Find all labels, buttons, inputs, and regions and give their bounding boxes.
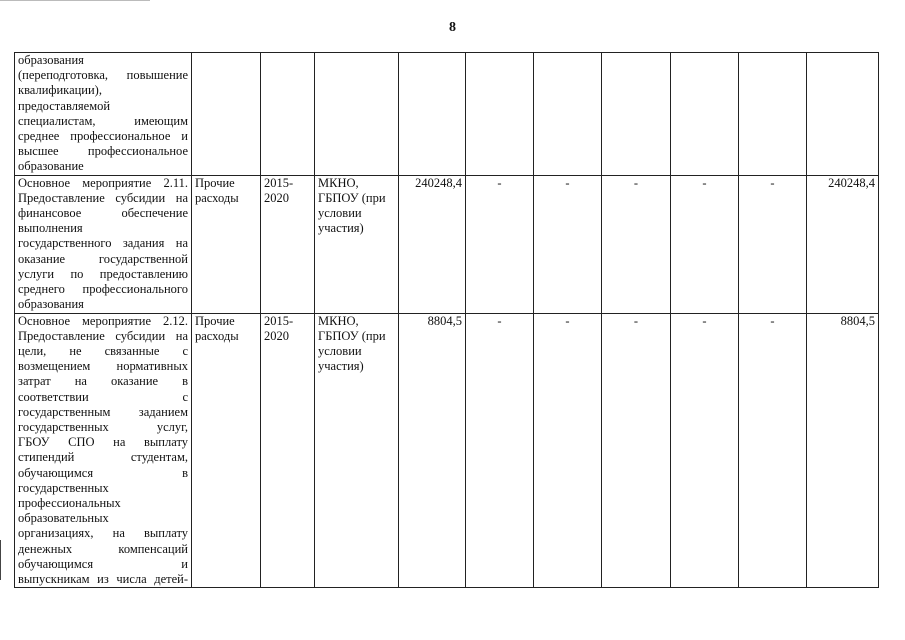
- executor-line: ГБПОУ (при: [318, 190, 386, 205]
- period-cell: [261, 53, 315, 176]
- description-line: (переподготовка, повышение: [18, 68, 188, 83]
- executor-line: условии: [318, 344, 362, 359]
- description-line: профессиональных: [18, 496, 121, 511]
- executor-line: участия): [318, 359, 364, 374]
- period-cell: [261, 313, 315, 588]
- scan-artifact: [0, 540, 1, 580]
- description-line: выполнения: [18, 221, 83, 236]
- description-line: государственного задания на: [18, 236, 188, 251]
- year-value-cell: -: [602, 313, 671, 588]
- description-line: предоставляемой: [18, 98, 111, 113]
- description-line: Основное мероприятие 2.12.: [18, 313, 188, 328]
- description-line: оказание государственной: [18, 251, 188, 266]
- executor-line: МКНО,: [318, 175, 359, 190]
- description-line: среднее профессиональное и: [18, 129, 188, 144]
- year-value-cell: -: [534, 313, 602, 588]
- executor-line: МКНО,: [318, 313, 359, 328]
- year-value-cell: -: [602, 175, 671, 313]
- description-line: денежных компенсаций: [18, 541, 188, 556]
- description-line: среднего профессионального: [18, 282, 188, 297]
- description-line: финансовое обеспечение: [18, 206, 188, 221]
- description-line: выпускникам из числа детей-: [18, 572, 188, 587]
- expense-type-line: Прочие: [195, 175, 235, 190]
- year-value-cell: [534, 53, 602, 176]
- table-row: [15, 313, 879, 588]
- description-line: цели, не связанные с: [18, 344, 188, 359]
- year-value-cell: [602, 53, 671, 176]
- table-row: [15, 53, 879, 176]
- period-cell: [261, 175, 315, 313]
- year-value-cell: -: [739, 175, 807, 313]
- sum-cell: [807, 53, 879, 176]
- description-line: государственных: [18, 480, 109, 495]
- year-value-cell: [739, 53, 807, 176]
- measure-description-cell: [15, 175, 192, 313]
- total-cell: [399, 53, 466, 176]
- description-line: возмещением нормативных: [18, 359, 188, 374]
- description-line: услуги по предоставлению: [18, 266, 188, 281]
- description-line: образования: [18, 297, 84, 312]
- executor-cell: [315, 175, 399, 313]
- description-line: государственным заданием: [18, 404, 188, 419]
- total-cell: 8804,5: [399, 313, 466, 588]
- year-value-cell: -: [739, 313, 807, 588]
- period-line: 2020: [264, 328, 289, 343]
- year-value-cell: -: [671, 175, 739, 313]
- expense-type-cell: [192, 53, 261, 176]
- executor-line: условии: [318, 206, 362, 221]
- year-value-cell: -: [466, 175, 534, 313]
- measure-description-cell: [15, 53, 192, 176]
- expense-type-line: расходы: [195, 328, 239, 343]
- scan-artifact: [0, 0, 150, 1]
- description-line: государственных услуг,: [18, 420, 188, 435]
- description-line: Основное мероприятие 2.11.: [18, 175, 188, 190]
- budget-table: [14, 52, 879, 588]
- executor-line: участия): [318, 221, 364, 236]
- description-line: соответствии с: [18, 389, 188, 404]
- description-line: квалификации),: [18, 83, 102, 98]
- description-line: высшее профессиональное: [18, 144, 188, 159]
- description-line: специалистам, имеющим: [18, 113, 188, 128]
- table-row: [15, 175, 879, 313]
- measure-description-cell: [15, 313, 192, 588]
- year-value-cell: [671, 53, 739, 176]
- executor-cell: [315, 313, 399, 588]
- page-number: 8: [449, 20, 456, 35]
- sum-cell: 8804,5: [807, 313, 879, 588]
- executor-line: ГБПОУ (при: [318, 328, 386, 343]
- description-line: Предоставление субсидии на: [18, 190, 188, 205]
- total-cell: 240248,4: [399, 175, 466, 313]
- year-value-cell: -: [534, 175, 602, 313]
- description-line: организациях, на выплату: [18, 526, 188, 541]
- period-line: 2015-: [264, 175, 294, 190]
- description-line: Предоставление субсидии на: [18, 328, 188, 343]
- description-line: образование: [18, 159, 84, 174]
- description-line: обучающимся в: [18, 465, 188, 480]
- year-value-cell: -: [671, 313, 739, 588]
- period-line: 2020: [264, 190, 289, 205]
- year-value-cell: -: [466, 313, 534, 588]
- description-line: образования: [18, 53, 84, 67]
- description-line: ГБОУ СПО на выплату: [18, 435, 188, 450]
- description-line: затрат на оказание в: [18, 374, 188, 389]
- expense-type-line: Прочие: [195, 313, 235, 328]
- expense-type-cell: [192, 313, 261, 588]
- executor-cell: [315, 53, 399, 176]
- year-value-cell: [466, 53, 534, 176]
- description-line: обучающимся и: [18, 556, 188, 571]
- period-line: 2015-: [264, 313, 294, 328]
- description-line: образовательных: [18, 511, 109, 526]
- description-line: стипендий студентам,: [18, 450, 188, 465]
- expense-type-cell: [192, 175, 261, 313]
- expense-type-line: расходы: [195, 190, 239, 205]
- sum-cell: 240248,4: [807, 175, 879, 313]
